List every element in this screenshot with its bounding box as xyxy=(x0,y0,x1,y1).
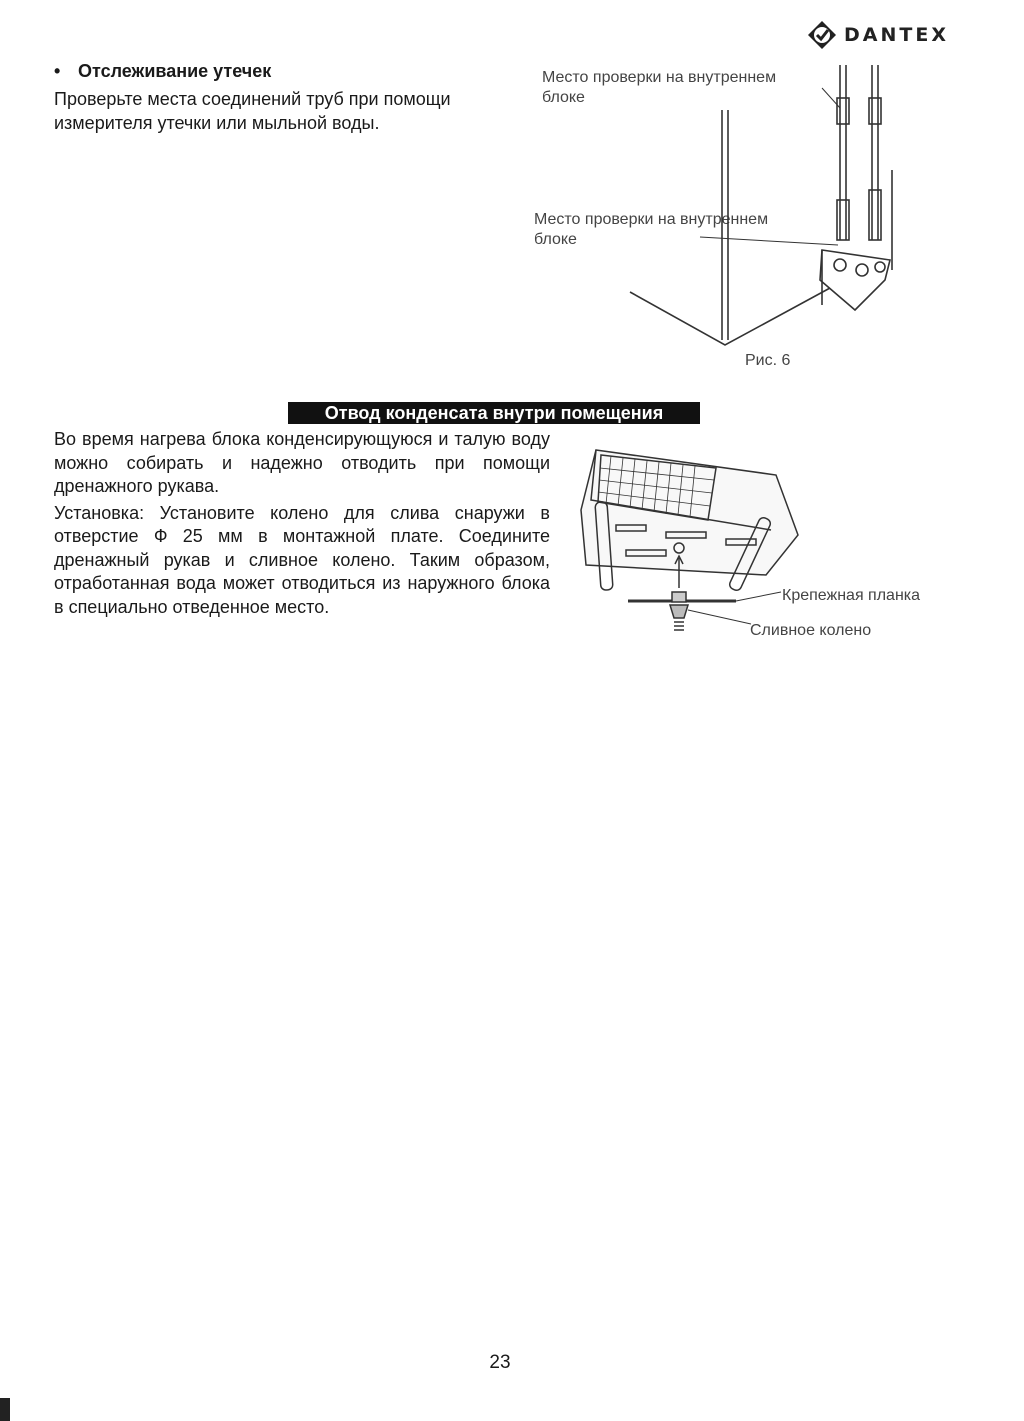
condensate-text xyxy=(54,428,550,619)
bullet: • xyxy=(54,61,61,81)
scan-edge-mark xyxy=(0,1398,10,1421)
leak-check-text: Проверьте места соединений труб при помощи измерителя утечки или мыльной воды. xyxy=(54,89,451,133)
fig6-caption: Рис. 6 xyxy=(745,352,791,369)
drain-elbow-label: Сливное колено xyxy=(750,622,872,639)
page-number: 23 xyxy=(489,1352,511,1373)
fig6-label-top: Место проверки на внутреннем блоке xyxy=(542,69,777,106)
brand-name: DANTEX xyxy=(844,24,949,46)
condensate-heading: Отвод конденсата внутри помещения xyxy=(288,402,700,424)
bracket-label: Крепежная планка xyxy=(782,587,921,604)
condensate-paragraph-1: Во время нагрева блока конденсирующуюся и талую воду можно собирать и надежно отводить при помощи дренажного рукава. xyxy=(54,429,550,496)
leak-check-title xyxy=(54,61,271,82)
condensate-paragraph-2: Установка: Установите колено для слива снаружи в отверстие Ф 25 мм в монтажной плате. Соедините дренажный рукав и сливное колено. Таким образом, отработанная вода может отводиться из наружного блока в специально отведенное место. xyxy=(54,502,550,617)
fig6-label-mid: Место проверки на внутреннем блоке xyxy=(534,211,769,248)
leak-check-title-text: Отслеживание утечек xyxy=(78,61,272,81)
brand-logo xyxy=(806,18,976,52)
pipe-check-diagram xyxy=(600,60,920,350)
dantex-logo-icon xyxy=(806,19,838,51)
drain-elbow-diagram xyxy=(576,440,806,640)
